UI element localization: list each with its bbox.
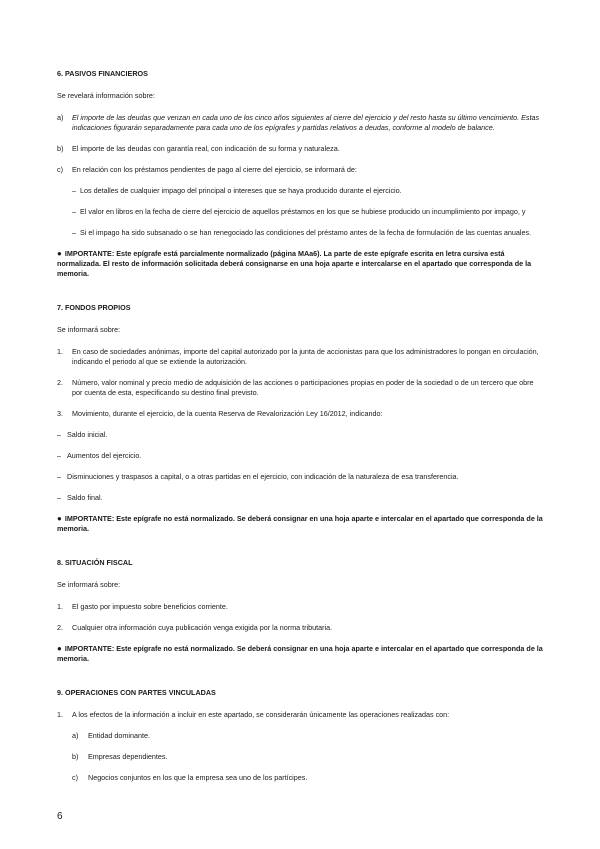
section-6-item-a xyxy=(57,113,544,133)
page-content xyxy=(57,69,544,794)
section-9-subitem xyxy=(57,752,544,762)
section-7-subitem xyxy=(57,493,544,503)
item-marker: b) xyxy=(57,144,64,153)
section-9-subitem xyxy=(57,773,544,783)
item-marker: 1. xyxy=(57,710,63,719)
section-6-intro: Se revelará información sobre: xyxy=(57,91,155,100)
subitem-text: Entidad dominante. xyxy=(88,731,150,740)
dash-marker: – xyxy=(72,207,76,216)
section-7-subitem xyxy=(57,430,544,440)
section-6-important-note xyxy=(57,249,544,279)
item-marker: a) xyxy=(57,113,64,122)
item-text: El importe de las deudas con garantía real, con indicación de su forma y naturaleza. xyxy=(72,144,340,153)
section-6-subitem xyxy=(57,186,544,196)
subitem-text: Disminuciones y traspasos a capital, o a otras partidas en el ejercicio, con indicación de la naturaleza de esa transferencia. xyxy=(67,472,459,481)
dash-marker: – xyxy=(57,430,61,439)
subitem-text: Empresas dependientes. xyxy=(88,752,168,761)
section-7-subitem xyxy=(57,472,544,482)
section-8-title: 8. SITUACIÓN FISCAL xyxy=(57,558,133,567)
item-marker: 2. xyxy=(57,378,63,387)
dash-marker: – xyxy=(57,493,61,502)
subitem-text: Aumentos del ejercicio. xyxy=(67,451,142,460)
section-7-item-2 xyxy=(57,378,544,398)
section-6-subitem xyxy=(57,228,544,238)
dash-marker: – xyxy=(72,228,76,237)
item-text: En caso de sociedades anónimas, importe del capital autorizado por la junta de accionistas para que los administradores lo pongan en circulación, indicando el periodo al que se extiende la autorización. xyxy=(72,347,539,366)
letter-marker: c) xyxy=(72,773,78,782)
item-text: El importe de las deudas que venzan en cada uno de los cinco años siguientes al cierre del ejercicio y del resto hasta su último vencimiento. Estas indicaciones figurarán separadamente para cada uno de los epígrafes y partidas relativos a deudas, conforme al modelo de balance. xyxy=(72,113,540,132)
section-7-subitem xyxy=(57,451,544,461)
page-number: 6 xyxy=(57,811,63,822)
section-9-item-1 xyxy=(57,710,544,720)
important-text: IMPORTANTE: Este epígrafe no está normalizado. Se deberá consignar en una hoja aparte e intercalar en el apartado que corresponda de la memoria. xyxy=(57,644,543,663)
important-text: IMPORTANTE: Este epígrafe no está normalizado. Se deberá consignar en una hoja aparte e intercalar en el apartado que corresponda de la memoria. xyxy=(57,514,543,533)
section-7-item-1 xyxy=(57,347,544,367)
bullet-icon: ● xyxy=(57,644,62,653)
bullet-icon: ● xyxy=(57,249,62,258)
section-9-subitem xyxy=(57,731,544,741)
subitem-text: Si el impago ha sido subsanado o se han renegociado las condiciones del préstamo antes de la fecha de formulación de las cuentas anuales. xyxy=(80,228,532,237)
item-marker: 1. xyxy=(57,602,63,611)
dash-marker: – xyxy=(57,451,61,460)
item-text: Cualquier otra información cuya publicación venga exigida por la norma tributaria. xyxy=(72,623,333,632)
section-7-item-3 xyxy=(57,409,544,419)
section-8-item-2 xyxy=(57,623,544,633)
item-marker: 1. xyxy=(57,347,63,356)
important-text: IMPORTANTE: Este epígrafe está parcialmente normalizado (página MAa6). La parte de este epígrafe escrita en letra cursiva está normalizada. El resto de información solicitada deberá consignarse en una hoja aparte e intercalarse en el apartado que corresponda de la memoria. xyxy=(57,249,532,278)
letter-marker: a) xyxy=(72,731,79,740)
item-text: En relación con los préstamos pendientes de pago al cierre del ejercicio, se informará de: xyxy=(72,165,357,174)
section-9-title: 9. OPERACIONES CON PARTES VINCULADAS xyxy=(57,688,216,697)
subitem-text: El valor en libros en la fecha de cierre del ejercicio de aquellos préstamos en los que se hubiese producido un incumplimiento por impago, y xyxy=(80,207,526,216)
section-6-item-b xyxy=(57,144,544,154)
item-text: A los efectos de la información a incluir en este apartado, se considerarán únicamente las operaciones realizadas con: xyxy=(72,710,450,719)
letter-marker: b) xyxy=(72,752,79,761)
section-7-important-note xyxy=(57,514,544,534)
subitem-text: Negocios conjuntos en los que la empresa sea uno de los partícipes. xyxy=(88,773,308,782)
section-8-item-1 xyxy=(57,602,544,612)
dash-marker: – xyxy=(72,186,76,195)
item-marker: 2. xyxy=(57,623,63,632)
section-8-important-note xyxy=(57,644,544,664)
dash-marker: – xyxy=(57,472,61,481)
bullet-icon: ● xyxy=(57,514,62,523)
section-6-title: 6. PASIVOS FINANCIEROS xyxy=(57,69,148,78)
item-text: Número, valor nominal y precio medio de adquisición de las acciones o participaciones propias en poder de la sociedad o de un tercero que obre por cuenta de esta, especificando su destino final previsto. xyxy=(72,378,534,397)
subitem-text: Saldo final. xyxy=(67,493,103,502)
item-text: Movimiento, durante el ejercicio, de la cuenta Reserva de Revalorización Ley 16/2012, indicando: xyxy=(72,409,383,418)
section-8-intro: Se informará sobre: xyxy=(57,580,121,589)
section-6-item-c xyxy=(57,165,544,175)
item-marker: c) xyxy=(57,165,63,174)
subitem-text: Los detalles de cualquier impago del principal o intereses que se haya producido durante el ejercicio. xyxy=(80,186,402,195)
item-marker: 3. xyxy=(57,409,63,418)
item-text: El gasto por impuesto sobre beneficios corriente. xyxy=(72,602,228,611)
section-7-intro: Se informará sobre: xyxy=(57,325,121,334)
subitem-text: Saldo inicial. xyxy=(67,430,108,439)
section-6-subitem xyxy=(57,207,544,217)
section-7-title: 7. FONDOS PROPIOS xyxy=(57,303,131,312)
